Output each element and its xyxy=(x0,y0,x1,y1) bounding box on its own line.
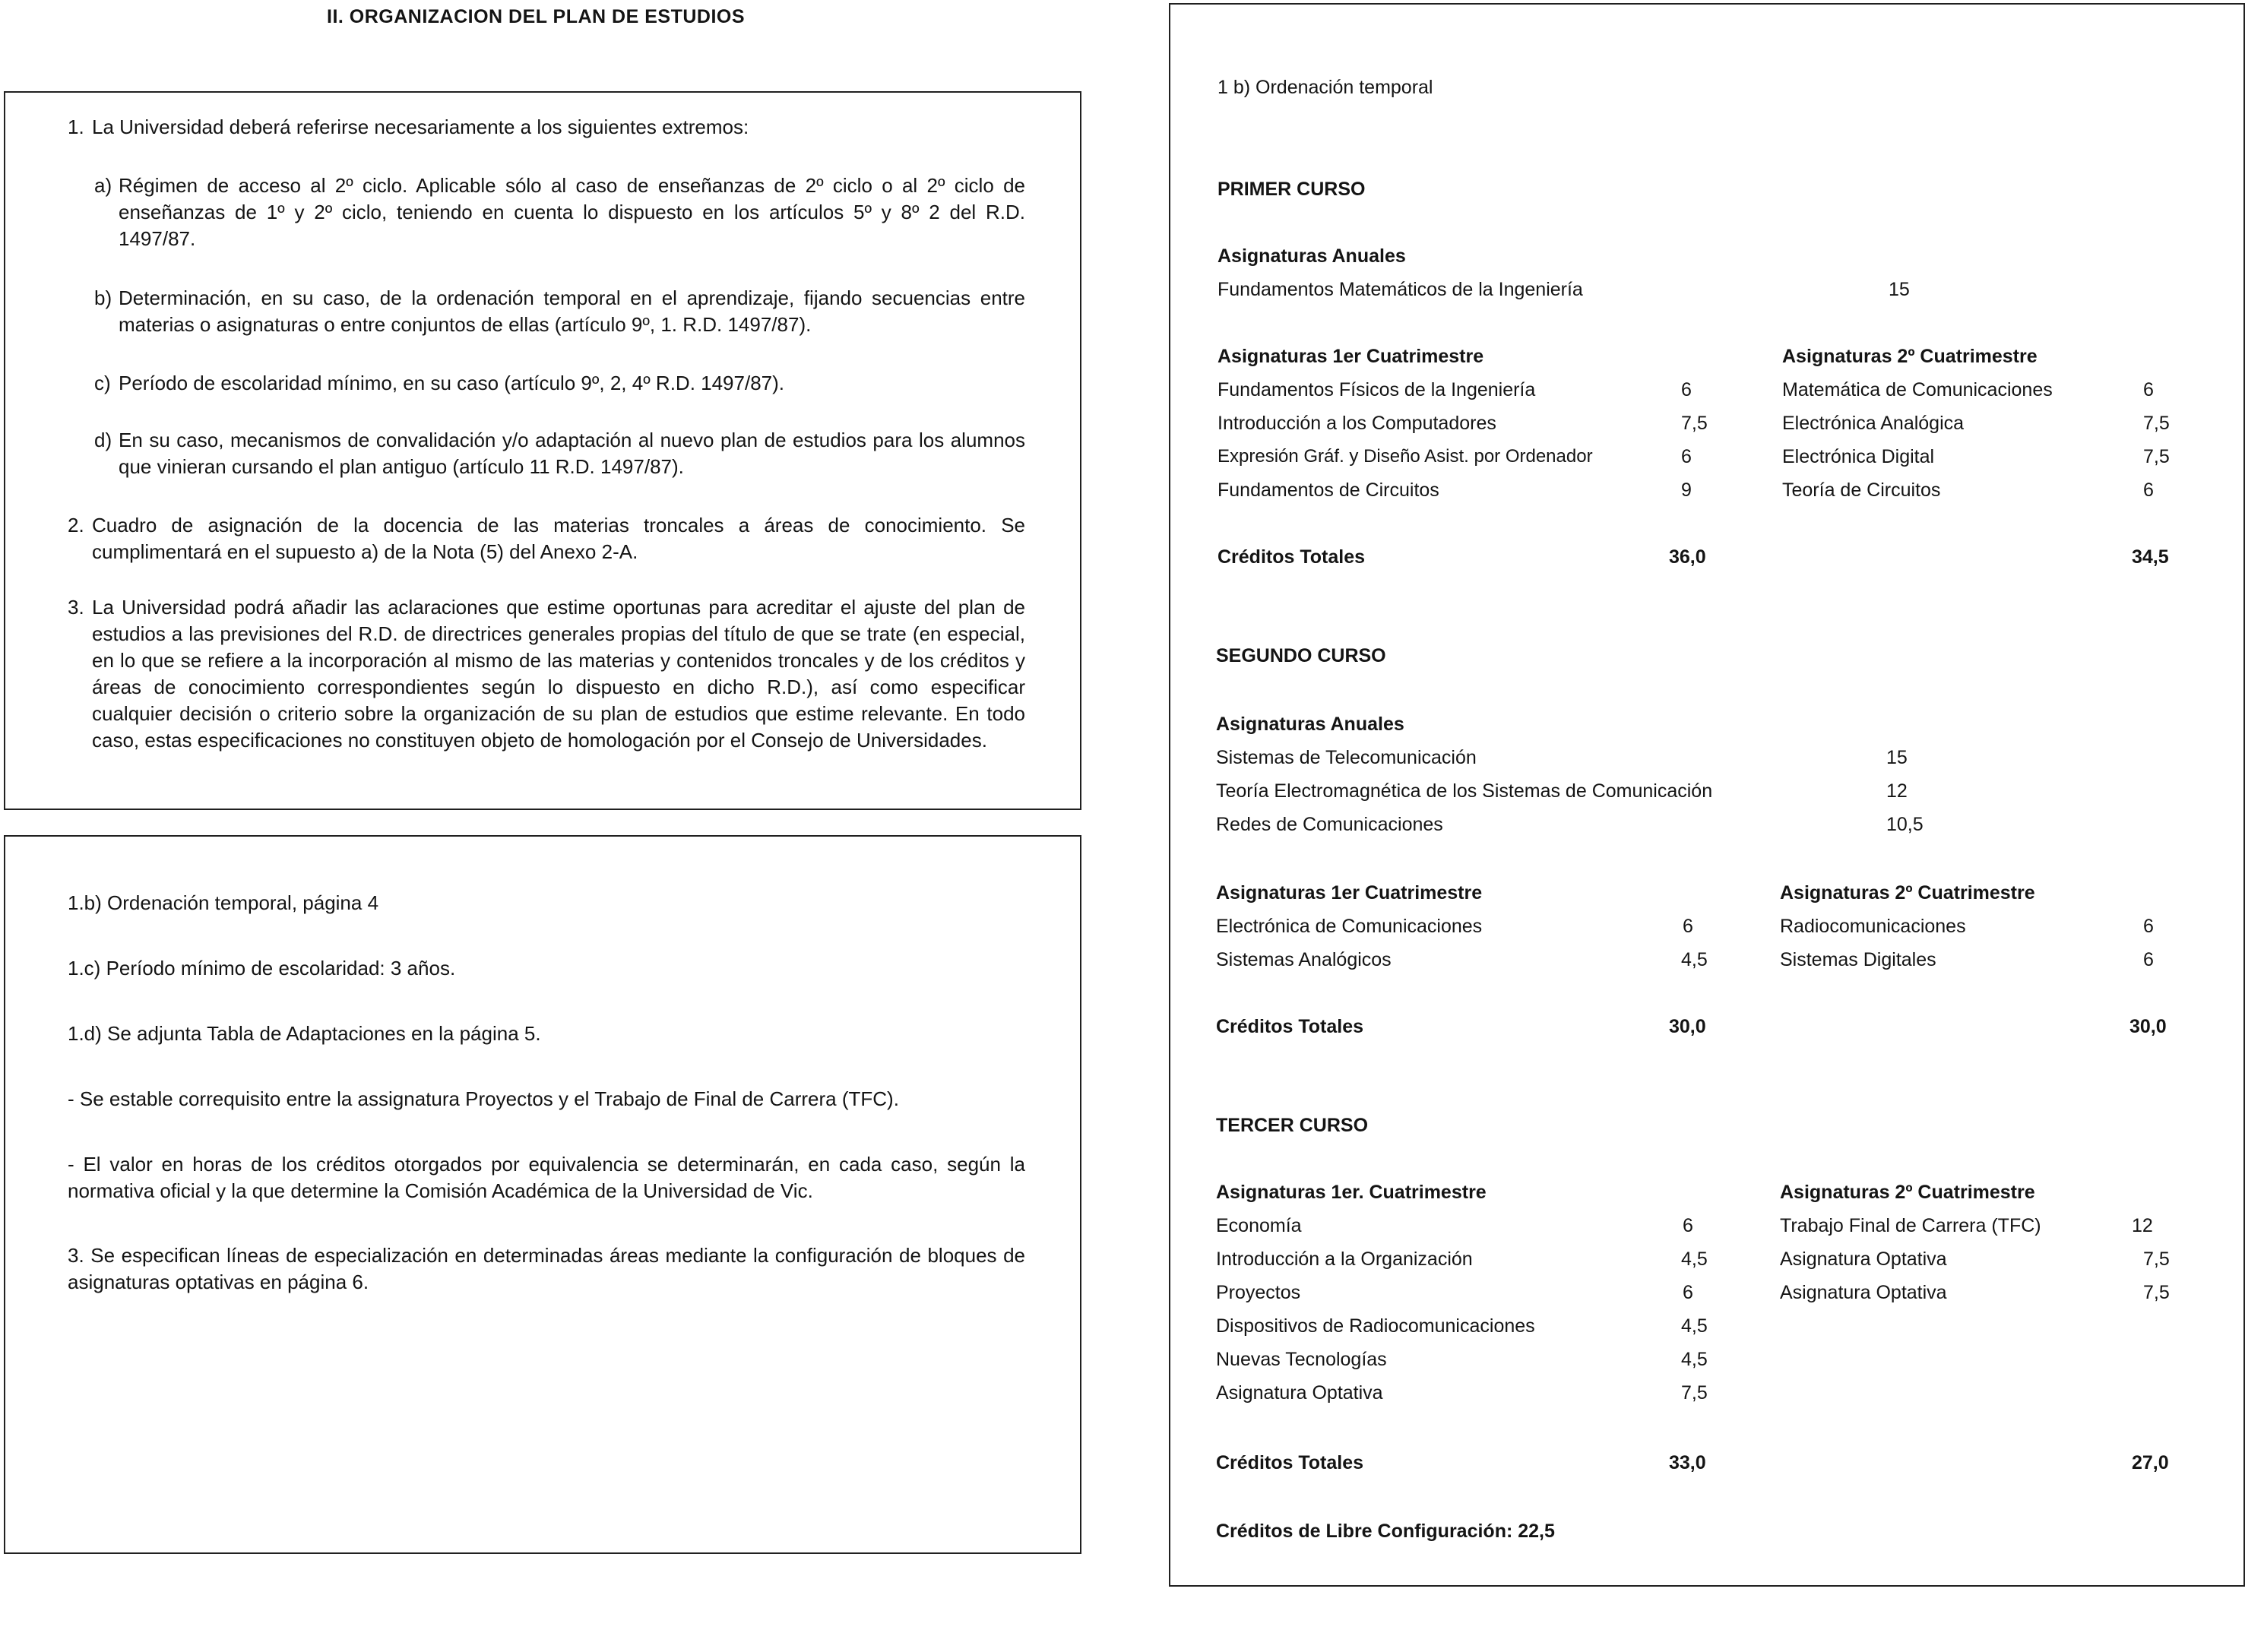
cuatrimestre-1-title: Asignaturas 1er Cuatrimestre xyxy=(1216,882,1483,904)
item-label: 2. xyxy=(68,514,84,536)
clarification-line: 1.b) Ordenación temporal, página 4 xyxy=(68,891,379,914)
item-text: Cuadro de asignación de la docencia de las materias troncales a áreas de conocimiento. Se cumplimentará en el supuesto a) de la Nota (5) del Anexo 2-A. xyxy=(92,514,1025,563)
item-text: La Universidad deberá referirse necesariamente a los siguientes extremos: xyxy=(92,116,749,138)
subject-name: Proyectos xyxy=(1216,1282,1301,1303)
temporal-ordering-box xyxy=(1169,3,2245,1587)
subject-name: Asignatura Optativa xyxy=(1780,1282,1947,1303)
subject-credits: 7,5 xyxy=(1681,413,1708,434)
totals-label: Créditos Totales xyxy=(1217,546,1366,568)
subject-name: Fundamentos Matemáticos de la Ingeniería xyxy=(1217,279,1583,300)
subject-credits: 6 xyxy=(2143,949,2154,970)
subject-name: Trabajo Final de Carrera (TFC) xyxy=(1780,1215,2041,1236)
subject-credits: 7,5 xyxy=(1681,1382,1708,1404)
clarification-line: - El valor en horas de los créditos otorgados por equivalencia se determinarán, en cada caso, según la normativa oficial y la que determine la Comisión Académica de la Universidad de Vic. xyxy=(68,1153,1025,1202)
instruction-item-a xyxy=(94,172,1025,252)
totals-label: Créditos Totales xyxy=(1216,1452,1364,1473)
total-credits-c2: 30,0 xyxy=(2129,1016,2167,1037)
subject-credits: 12 xyxy=(1886,780,1908,802)
subject-credits: 6 xyxy=(2143,916,2154,937)
libre-configuracion: Créditos de Libre Configuración: 22,5 xyxy=(1216,1521,1555,1542)
clarification-line: - Se estable correquisito entre la assignatura Proyectos y el Trabajo de Final de Carrera (TFC). xyxy=(68,1087,899,1110)
course-title-segundo: SEGUNDO CURSO xyxy=(1216,645,1386,666)
clarification-line: 1.c) Período mínimo de escolaridad: 3 años. xyxy=(68,957,456,979)
cuatrimestre-2-title: Asignaturas 2º Cuatrimestre xyxy=(1780,1182,2035,1203)
instruction-item-c xyxy=(94,370,1025,397)
subject-credits: 9 xyxy=(1681,479,1692,501)
item-label: a) xyxy=(94,174,112,197)
subject-name: Nuevas Tecnologías xyxy=(1216,1349,1387,1370)
subject-credits: 6 xyxy=(1683,1215,1693,1236)
page-title: II. ORGANIZACION DEL PLAN DE ESTUDIOS xyxy=(327,6,746,27)
subject-name: Introducción a los Computadores xyxy=(1217,413,1496,434)
subject-name: Fundamentos Físicos de la Ingeniería xyxy=(1217,379,1536,400)
anuales-title: Asignaturas Anuales xyxy=(1217,245,1406,267)
total-credits-c2: 27,0 xyxy=(2132,1452,2169,1473)
cuatrimestre-2-title: Asignaturas 2º Cuatrimestre xyxy=(1782,346,2038,367)
item-text: La Universidad podrá añadir las aclaraciones que estime oportunas para acreditar el ajuste del plan de estudios a las previsiones del R.D. de directrices generales propias del título de que se trate (en especial, en lo que se refiere a la incorporación al mismo de las materias y contenidos troncales y de los créditos y áreas de conocimiento correspondientes según lo dispuesto en dicho R.D.), así como especificar cualquier decisión o criterio sobre la organización de su plan de estudios que estime relevante. En todo caso, estas especificaciones no constituyen objeto de homologación por el Consejo de Universidades. xyxy=(92,596,1025,752)
subject-name: Sistemas Analógicos xyxy=(1216,949,1392,970)
subject-name: Sistemas de Telecomunicación xyxy=(1216,747,1477,768)
subject-name: Dispositivos de Radiocomunicaciones xyxy=(1216,1315,1535,1337)
subject-name: Redes de Comunicaciones xyxy=(1216,814,1443,835)
subject-name: Sistemas Digitales xyxy=(1780,949,1936,970)
subject-credits: 4,5 xyxy=(1681,1315,1708,1337)
section-heading: 1 b) Ordenación temporal xyxy=(1217,77,1433,98)
subject-name: Asignatura Optativa xyxy=(1780,1248,1947,1270)
cuatrimestre-1-title: Asignaturas 1er. Cuatrimestre xyxy=(1216,1182,1487,1203)
subject-name: Electrónica de Comunicaciones xyxy=(1216,916,1483,937)
subject-credits: 7,5 xyxy=(2143,1282,2170,1303)
subject-name: Matemática de Comunicaciones xyxy=(1782,379,2053,400)
cuatrimestre-1-title: Asignaturas 1er Cuatrimestre xyxy=(1217,346,1484,367)
subject-name: Asignatura Optativa xyxy=(1216,1382,1383,1404)
item-text: Régimen de acceso al 2º ciclo. Aplicable sólo al caso de enseñanzas de 2º ciclo o al 2º ciclo de enseñanzas de 1º y 2º ciclo, teniendo en cuenta lo dispuesto en los artículos 5º y 8º 2 del R.D. 1497/87. xyxy=(119,174,1025,250)
subject-credits: 6 xyxy=(1683,1282,1693,1303)
subject-credits: 6 xyxy=(2143,379,2154,400)
clarification-line: 3. Se especifican líneas de especialización en determinadas áreas mediante la configuración de bloques de asignaturas optativas en página 6. xyxy=(68,1244,1025,1293)
subject-credits: 15 xyxy=(1886,747,1908,768)
instruction-item-1 xyxy=(68,114,1025,141)
item-label: 3. xyxy=(68,596,84,619)
instruction-item-b xyxy=(94,285,1025,338)
subject-name: Fundamentos de Circuitos xyxy=(1217,479,1439,501)
instruction-item-3 xyxy=(68,594,1025,754)
total-credits-c1: 33,0 xyxy=(1669,1452,1706,1473)
clarifications-box xyxy=(4,835,1081,1554)
subject-name: Introducción a la Organización xyxy=(1216,1248,1473,1270)
subject-credits: 6 xyxy=(1681,379,1692,400)
item-label: b) xyxy=(94,286,112,309)
subject-name: Electrónica Analógica xyxy=(1782,413,1965,434)
subject-name: Electrónica Digital xyxy=(1782,446,1935,467)
subject-name: Teoría Electromagnética de los Sistemas de Comunicación xyxy=(1216,780,1713,802)
item-label: d) xyxy=(94,429,112,451)
subject-name: Economía xyxy=(1216,1215,1302,1236)
anuales-title: Asignaturas Anuales xyxy=(1216,714,1404,735)
course-title-primer: PRIMER CURSO xyxy=(1217,179,1366,200)
subject-credits: 12 xyxy=(2132,1215,2153,1236)
total-credits-c2: 34,5 xyxy=(2132,546,2169,568)
cuatrimestre-2-title: Asignaturas 2º Cuatrimestre xyxy=(1780,882,2035,904)
total-credits-c1: 36,0 xyxy=(1669,546,1706,568)
subject-credits: 15 xyxy=(1889,279,1910,300)
subject-credits: 6 xyxy=(2143,479,2154,501)
instruction-item-2 xyxy=(68,512,1025,565)
instructions-box xyxy=(4,91,1081,810)
item-text: Determinación, en su caso, de la ordenación temporal en el aprendizaje, fijando secuencias entre materias o asignaturas o entre conjuntos de ellas (artículo 9º, 1. R.D. 1497/87). xyxy=(119,286,1025,336)
subject-credits: 7,5 xyxy=(2143,446,2170,467)
item-text: En su caso, mecanismos de convalidación y/o adaptación al nuevo plan de estudios para los alumnos que vinieran cursando el plan antiguo (artículo 11 R.D. 1497/87). xyxy=(119,429,1025,478)
subject-credits: 10,5 xyxy=(1886,814,1924,835)
subject-credits: 4,5 xyxy=(1681,1248,1708,1270)
subject-name: Radiocomunicaciones xyxy=(1780,916,1966,937)
item-text: Período de escolaridad mínimo, en su caso (artículo 9º, 2, 4º R.D. 1497/87). xyxy=(119,372,785,394)
subject-name: Teoría de Circuitos xyxy=(1782,479,1941,501)
clarification-line: 1.d) Se adjunta Tabla de Adaptaciones en la página 5. xyxy=(68,1022,541,1045)
subject-credits: 6 xyxy=(1681,446,1692,467)
subject-credits: 7,5 xyxy=(2143,1248,2170,1270)
subject-credits: 4,5 xyxy=(1681,949,1708,970)
instruction-item-d xyxy=(94,427,1025,480)
course-title-tercer: TERCER CURSO xyxy=(1216,1115,1369,1136)
totals-label: Créditos Totales xyxy=(1216,1016,1364,1037)
subject-credits: 4,5 xyxy=(1681,1349,1708,1370)
subject-credits: 6 xyxy=(1683,916,1693,937)
total-credits-c1: 30,0 xyxy=(1669,1016,1706,1037)
subject-credits: 7,5 xyxy=(2143,413,2170,434)
item-label: 1. xyxy=(68,116,84,138)
subject-name: Expresión Gráf. y Diseño Asist. por Ordenador xyxy=(1217,446,1593,467)
item-label: c) xyxy=(94,372,111,394)
